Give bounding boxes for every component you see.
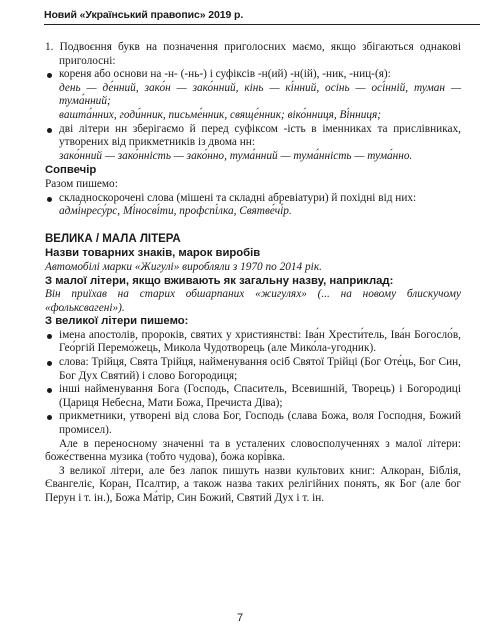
example-text: Автомобілі марки «Жигулі» виробляли з 1970 по 2014 рік.: [45, 260, 322, 273]
page-number: 7: [236, 612, 244, 624]
rule-heading: Назви товарних знаків, марок виробів: [45, 247, 261, 260]
rule-text: Разом пишемо:: [45, 177, 118, 190]
section-title: ВЕЛИКА / МАЛА ЛІТЕРА: [45, 232, 181, 245]
header-rule: [44, 24, 480, 25]
bullet-item: складноскорочені слова (мішені та складні абревіатури) й похідні від них:: [45, 192, 461, 206]
bullet-item: прикметники, утворені від слова Бог, Господь (слава Божа, воля Господня, Божий промисел).: [45, 410, 461, 437]
rule-heading: З великої літери пишемо:: [45, 315, 189, 328]
example-text: зако́нний — зако́нність — зако́нно, тума́нний — тума́нність — тума́нно.: [59, 149, 413, 162]
example-text: адмі́нресу́рс, Мі́носві́ти, профспі́лка, Святве́чі́р.: [59, 205, 292, 218]
list-item-1: 1. Подвоєння букв на позначення приголосних маємо, якщо збігаються однакові приголосні:: [45, 41, 461, 67]
example-text: Він приїхав на старих обшарпаних «жигулях» (... на новому блискучому «фольксвагені»).: [45, 288, 461, 314]
bullet-item: кореня або основи на -н- (-нь-) і суфіксів -н(ий) -н(ій), -ник, -ниц-(я):: [45, 68, 461, 82]
running-header: Новий «Український правопис» 2019 р.: [44, 9, 244, 21]
paragraph: З великої літери, але без лапок пишуть назви культових книг: Алкоран, Біблія, Євангеліє, Коран, Псалтир, а також назва таких релігійних понять, як Бог (але бог Перун і т. ін.), Божа Ма́тір, Син Божий, Святий Дух і т. ін.: [45, 464, 461, 504]
page-body: [45, 41, 461, 506]
example-text: вашта́нних, годи́нник, письме́нник, свяще́нник; віко́нниця, Ві́нниця;: [59, 108, 382, 121]
example-text: день — де́нний, зако́н — зако́нний, кінь — кі́нний, осінь — осі́нній, туман — тума́нний;: [59, 81, 461, 108]
bullet-item: дві літери нн зберігаємо й перед суфіксом -ість в іменниках та прислівниках, утворених від прикметників із двома нн:: [45, 123, 461, 150]
bullet-item: імена апостолів, пророків, святих у християнстві: Іва́н Хрести́тель, Іва́н Богосло́в, Гео́ргій Перемо́жець, Микола Чудотво́рець (але Мико́ла-угодник).: [45, 329, 461, 356]
subheading: Сопвечір: [45, 164, 97, 177]
paragraph: Але в переносному значенні та в усталених словосполученнях з малої літери: боже́ственна музика (тобто чудова), божа корі́вка.: [45, 437, 461, 464]
rule-heading: З малої літери, якщо вживають як загальну назву, наприклад:: [45, 274, 394, 287]
bullet-item: слова: Трійця, Свята Трійця, найменування осіб Святої Трійці (Бог Оте́ць, Бог Син, Бог Дух Святий) і слово Богородиця;: [45, 356, 461, 383]
bullet-item: інші найменування Бога (Господь, Спаситель, Всевишній, Творець) і Богородиці (Цариця Небесна, Мати Божа, Пречиста Діва);: [45, 383, 461, 410]
